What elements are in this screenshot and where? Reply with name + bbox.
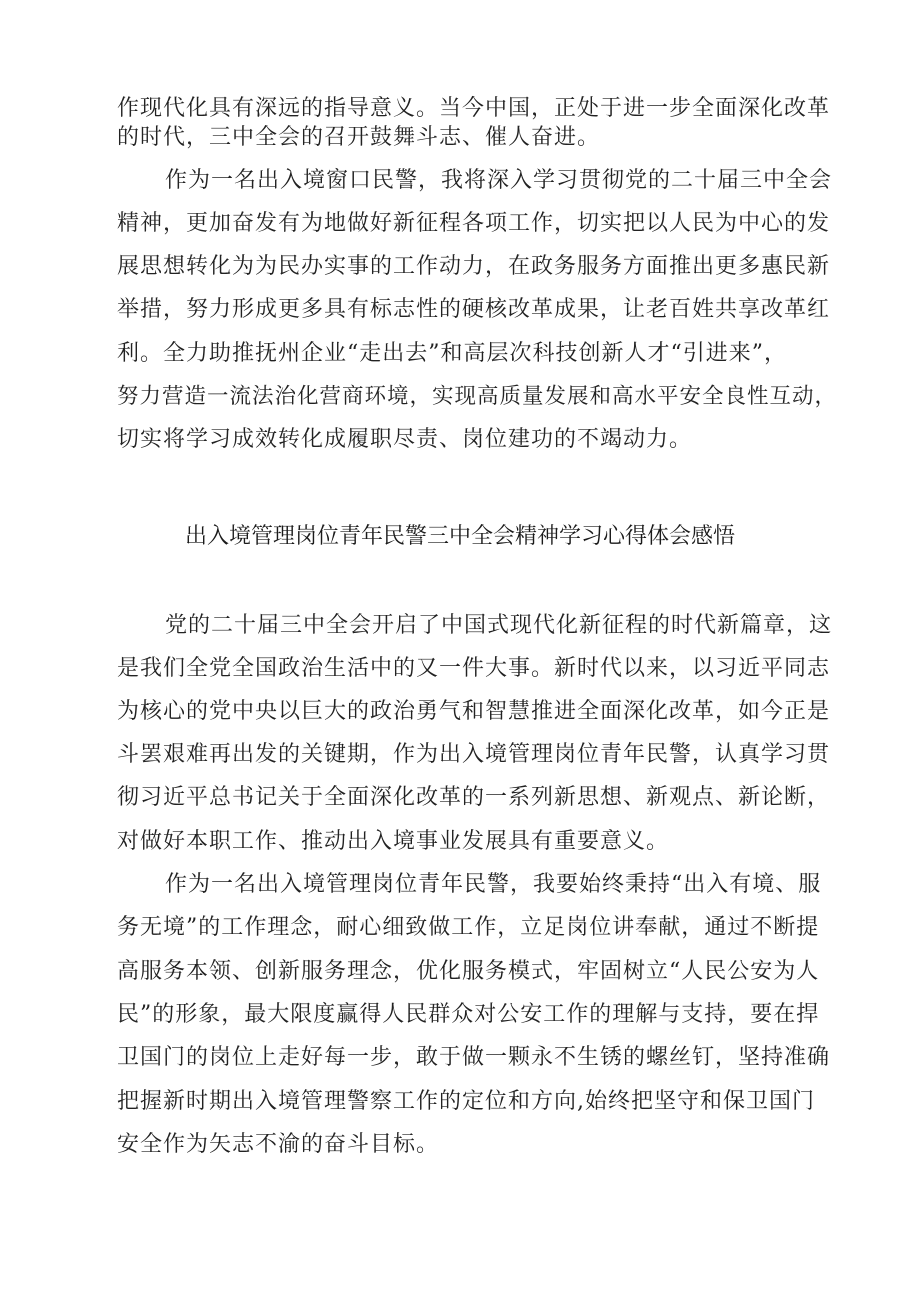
paragraph-line: 安全作为矢志不渝的奋斗目标。 [117, 1132, 440, 1157]
paragraph-line: 是我们全党全国政治生活中的又一件大事。新时代以来，以习近平同志 [117, 656, 831, 681]
paragraph-line: 作现代化具有深远的指导意义。当今中国，正处于进一步全面深化改革 [117, 96, 831, 121]
paragraph-line: 党的二十届三中全会开启了中国式现代化新征程的时代新篇章，这 [165, 613, 833, 638]
paragraph-line: 的时代，三中全会的召开鼓舞斗志、催人奋进。 [117, 125, 601, 150]
paragraph-line: 高服务本领、创新服务理念，优化服务模式，牢固树立“人民公安为人 [117, 959, 820, 984]
paragraph-line: 为核心的党中央以巨大的政治勇气和智慧推进全面深化改革，如今正是 [117, 699, 831, 724]
paragraph-line: 精神，更加奋发有为地做好新征程各项工作，切实把以人民为中心的发 [117, 211, 831, 236]
paragraph-line: 举措，努力形成更多具有标志性的硬核改革成果，让老百姓共享改革红 [117, 297, 831, 322]
paragraph-line: 务无境”的工作理念，耐心细致做工作，立足岗位讲奉献，通过不断提 [117, 915, 820, 940]
paragraph-line: 展思想转化为为民办实事的工作动力，在政务服务方面推出更多惠民新 [117, 254, 831, 279]
paragraph-line: 作为一名出入境管理岗位青年民警，我要始终秉持“出入有境、服 [165, 872, 822, 897]
paragraph-line: 民”的形象，最大限度赢得人民群众对公安工作的理解与支持，要在捍 [117, 1002, 820, 1027]
paragraph-line: 彻习近平总书记关于全面深化改革的一系列新思想、新观点、新论断， [117, 785, 831, 810]
paragraph-line: 卫国门的岗位上走好每一步，敢于做一颗永不生锈的螺丝钉，坚持准确 [117, 1045, 831, 1070]
paragraph-line: 对做好本职工作、推动出入境事业发展具有重要意义。 [117, 829, 670, 854]
article-title: 出入境管理岗位青年民警三中全会精神学习心得体会感悟 [184, 524, 735, 549]
paragraph-line: 切实将学习成效转化成履职尽责、岗位建功的不竭动力。 [117, 427, 693, 452]
paragraph-line: 斗罢艰难再出发的关键期，作为出入境管理岗位青年民警，认真学习贯 [117, 742, 831, 767]
paragraph-line: 利。全力助推抚州企业“走出去”和高层次科技创新人才“引进来”， [117, 341, 787, 366]
paragraph-line: 作为一名出入境窗口民警，我将深入学习贯彻党的二十届三中全会 [165, 168, 833, 193]
paragraph-line: 把握新时期出入境管理警察工作的定位和方向,始终把坚守和保卫国门 [117, 1089, 815, 1114]
paragraph-line: 努力营造一流法治化营商环境，实现高质量发展和高水平安全良性互动， [117, 384, 838, 409]
